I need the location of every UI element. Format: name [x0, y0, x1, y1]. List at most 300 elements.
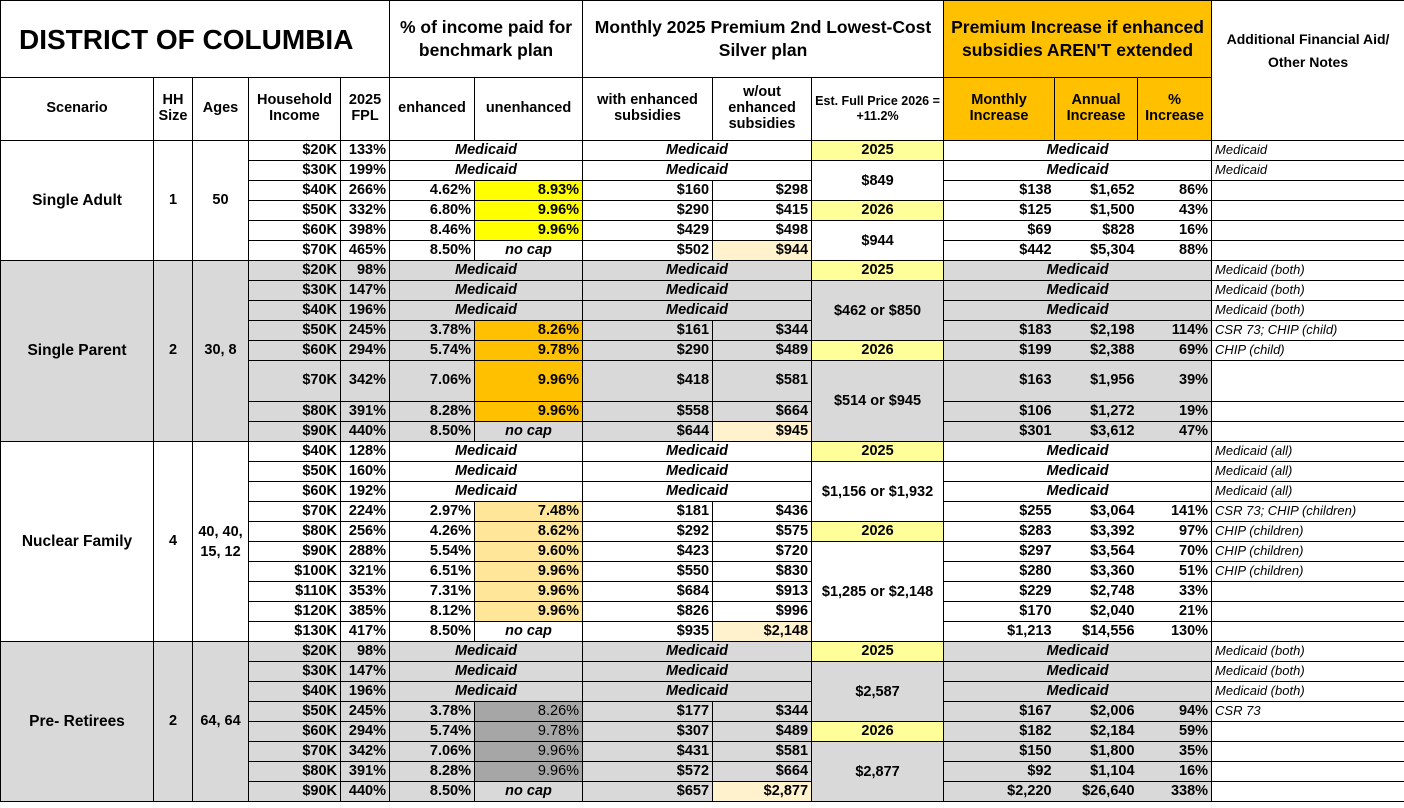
pct-increase: 88%	[1138, 241, 1212, 261]
monthly-increase: $283	[944, 522, 1055, 542]
pct-increase: 338%	[1138, 782, 1212, 802]
annual-increase: $1,104	[1055, 762, 1138, 782]
pct-increase: 69%	[1138, 341, 1212, 361]
ages: 30, 8	[193, 261, 249, 442]
fpl-cell: 160%	[341, 462, 390, 482]
annual-increase: $3,564	[1055, 542, 1138, 562]
unenhanced-pct: 9.78%	[475, 722, 583, 742]
medicaid-label: Medicaid	[390, 261, 583, 281]
with-subsidy: $423	[583, 542, 713, 562]
medicaid-label: Medicaid	[583, 682, 812, 702]
monthly-increase: $150	[944, 742, 1055, 762]
income-cell: $100K	[249, 562, 341, 582]
monthly-increase: $170	[944, 602, 1055, 622]
annual-increase: $3,612	[1055, 422, 1138, 442]
pct-increase: 86%	[1138, 181, 1212, 201]
medicaid-label: Medicaid	[390, 161, 583, 181]
enhanced-pct: 8.46%	[390, 221, 475, 241]
annual-increase: $1,500	[1055, 201, 1138, 221]
note-cell: Medicaid	[1212, 161, 1404, 181]
fpl-cell: 465%	[341, 241, 390, 261]
pct-increase: 16%	[1138, 221, 1212, 241]
year-2026-label: 2026	[812, 201, 944, 221]
without-subsidy: $664	[713, 402, 812, 422]
with-subsidy: $290	[583, 201, 713, 221]
full-price-2026: $1,285 or $2,148	[812, 542, 944, 642]
medicaid-label: Medicaid	[944, 662, 1212, 682]
with-subsidy: $177	[583, 702, 713, 722]
header-monthly-premium: Monthly 2025 Premium 2nd Lowest-Cost Silver plan	[583, 1, 944, 78]
note-cell	[1212, 742, 1404, 762]
group-single-parent	[1, 261, 1404, 442]
group-pre-retirees	[1, 642, 1404, 802]
monthly-increase: $106	[944, 402, 1055, 422]
annual-increase: $2,006	[1055, 702, 1138, 722]
income-cell: $50K	[249, 462, 341, 482]
income-cell: $20K	[249, 642, 341, 662]
fpl-cell: 266%	[341, 181, 390, 201]
with-subsidy: $307	[583, 722, 713, 742]
page-title: DISTRICT OF COLUMBIA	[1, 1, 390, 78]
income-cell: $40K	[249, 442, 341, 462]
with-subsidy: $558	[583, 402, 713, 422]
note-cell: Medicaid (all)	[1212, 482, 1404, 502]
fpl-cell: 440%	[341, 782, 390, 802]
without-subsidy: $945	[713, 422, 812, 442]
medicaid-label: Medicaid	[944, 642, 1212, 662]
medicaid-label: Medicaid	[583, 161, 812, 181]
fpl-cell: 288%	[341, 542, 390, 562]
annual-increase: $1,272	[1055, 402, 1138, 422]
fpl-cell: 147%	[341, 281, 390, 301]
with-subsidy: $290	[583, 341, 713, 361]
with-subsidy: $644	[583, 422, 713, 442]
pct-increase: 59%	[1138, 722, 1212, 742]
annual-increase: $2,748	[1055, 582, 1138, 602]
medicaid-label: Medicaid	[583, 141, 812, 161]
unenhanced-pct: no cap	[475, 782, 583, 802]
header-hh-size: HH Size	[154, 78, 193, 141]
header-fpl: 2025 FPL	[341, 78, 390, 141]
enhanced-pct: 8.50%	[390, 782, 475, 802]
unenhanced-pct: no cap	[475, 622, 583, 642]
with-subsidy: $160	[583, 181, 713, 201]
note-cell: CSR 73; CHIP (children)	[1212, 502, 1404, 522]
ages: 40, 40, 15, 12	[193, 442, 249, 642]
monthly-increase: $125	[944, 201, 1055, 221]
with-subsidy: $657	[583, 782, 713, 802]
medicaid-label: Medicaid	[390, 301, 583, 321]
fpl-cell: 342%	[341, 742, 390, 762]
hh-size: 4	[154, 442, 193, 642]
income-cell: $70K	[249, 361, 341, 402]
note-cell	[1212, 582, 1404, 602]
without-subsidy: $2,877	[713, 782, 812, 802]
unenhanced-pct: 9.96%	[475, 361, 583, 402]
medicaid-label: Medicaid	[944, 141, 1212, 161]
medicaid-label: Medicaid	[944, 442, 1212, 462]
income-cell: $40K	[249, 181, 341, 201]
pct-increase: 19%	[1138, 402, 1212, 422]
note-cell: Medicaid (both)	[1212, 261, 1404, 281]
fpl-cell: 256%	[341, 522, 390, 542]
year-2025-label: 2025	[812, 442, 944, 462]
unenhanced-pct: 9.78%	[475, 341, 583, 361]
income-cell: $30K	[249, 281, 341, 301]
unenhanced-pct: 9.96%	[475, 602, 583, 622]
unenhanced-pct: 9.96%	[475, 742, 583, 762]
unenhanced-pct: 9.96%	[475, 562, 583, 582]
unenhanced-pct: 9.60%	[475, 542, 583, 562]
pct-increase: 35%	[1138, 742, 1212, 762]
note-cell: CHIP (children)	[1212, 522, 1404, 542]
enhanced-pct: 8.28%	[390, 762, 475, 782]
income-cell: $50K	[249, 321, 341, 341]
without-subsidy: $415	[713, 201, 812, 221]
medicaid-label: Medicaid	[583, 281, 812, 301]
monthly-increase: $255	[944, 502, 1055, 522]
medicaid-label: Medicaid	[583, 662, 812, 682]
income-cell: $20K	[249, 141, 341, 161]
without-subsidy: $664	[713, 762, 812, 782]
annual-increase: $2,198	[1055, 321, 1138, 341]
note-cell: Medicaid	[1212, 141, 1404, 161]
year-2025-label: 2025	[812, 261, 944, 281]
enhanced-pct: 4.62%	[390, 181, 475, 201]
scenario-label: Single Adult	[1, 141, 154, 261]
with-subsidy: $935	[583, 622, 713, 642]
header-pct-increase: % Increase	[1138, 78, 1212, 141]
income-cell: $110K	[249, 582, 341, 602]
monthly-increase: $183	[944, 321, 1055, 341]
without-subsidy: $944	[713, 241, 812, 261]
enhanced-pct: 8.28%	[390, 402, 475, 422]
fpl-cell: 245%	[341, 321, 390, 341]
medicaid-label: Medicaid	[944, 161, 1212, 181]
note-cell: CHIP (children)	[1212, 542, 1404, 562]
note-cell: Medicaid (both)	[1212, 281, 1404, 301]
medicaid-label: Medicaid	[390, 442, 583, 462]
annual-increase: $1,800	[1055, 742, 1138, 762]
medicaid-label: Medicaid	[583, 442, 812, 462]
unenhanced-pct: 7.48%	[475, 502, 583, 522]
unenhanced-pct: 9.96%	[475, 762, 583, 782]
medicaid-label: Medicaid	[583, 261, 812, 281]
medicaid-label: Medicaid	[944, 261, 1212, 281]
header-notes: Additional Financial Aid/ Other Notes	[1212, 1, 1404, 141]
pct-increase: 130%	[1138, 622, 1212, 642]
header-household-income: Household Income	[249, 78, 341, 141]
fpl-cell: 417%	[341, 622, 390, 642]
income-cell: $80K	[249, 522, 341, 542]
note-cell	[1212, 221, 1404, 241]
unenhanced-pct: no cap	[475, 422, 583, 442]
medicaid-label: Medicaid	[390, 462, 583, 482]
note-cell	[1212, 722, 1404, 742]
enhanced-pct: 5.74%	[390, 722, 475, 742]
annual-increase: $2,388	[1055, 341, 1138, 361]
enhanced-pct: 8.50%	[390, 241, 475, 261]
unenhanced-pct: 9.96%	[475, 402, 583, 422]
medicaid-label: Medicaid	[944, 682, 1212, 702]
header-enhanced: enhanced	[390, 78, 475, 141]
full-price-2025: $849	[812, 161, 944, 201]
without-subsidy: $913	[713, 582, 812, 602]
pct-increase: 21%	[1138, 602, 1212, 622]
without-subsidy: $830	[713, 562, 812, 582]
note-cell: CSR 73; CHIP (child)	[1212, 321, 1404, 341]
monthly-increase: $163	[944, 361, 1055, 402]
pct-increase: 70%	[1138, 542, 1212, 562]
without-subsidy: $489	[713, 722, 812, 742]
full-price-2026: $944	[812, 221, 944, 261]
medicaid-label: Medicaid	[390, 682, 583, 702]
without-subsidy: $2,148	[713, 622, 812, 642]
note-cell	[1212, 782, 1404, 802]
fpl-cell: 245%	[341, 702, 390, 722]
annual-increase: $3,360	[1055, 562, 1138, 582]
unenhanced-pct: 8.93%	[475, 181, 583, 201]
income-cell: $70K	[249, 241, 341, 261]
medicaid-label: Medicaid	[944, 281, 1212, 301]
monthly-increase: $138	[944, 181, 1055, 201]
medicaid-label: Medicaid	[390, 482, 583, 502]
annual-increase: $5,304	[1055, 241, 1138, 261]
scenario-label: Pre- Retirees	[1, 642, 154, 802]
full-price-2026: $2,877	[812, 742, 944, 802]
annual-increase: $828	[1055, 221, 1138, 241]
without-subsidy: $344	[713, 321, 812, 341]
scenario-label: Single Parent	[1, 261, 154, 442]
note-cell	[1212, 762, 1404, 782]
income-cell: $70K	[249, 502, 341, 522]
annual-increase: $1,956	[1055, 361, 1138, 402]
income-cell: $30K	[249, 662, 341, 682]
with-subsidy: $431	[583, 742, 713, 762]
header-with-subsidies: with enhanced subsidies	[583, 78, 713, 141]
ages: 50	[193, 141, 249, 261]
fpl-cell: 98%	[341, 261, 390, 281]
with-subsidy: $550	[583, 562, 713, 582]
unenhanced-pct: 9.96%	[475, 221, 583, 241]
pct-increase: 97%	[1138, 522, 1212, 542]
scenario-label: Nuclear Family	[1, 442, 154, 642]
enhanced-pct: 5.74%	[390, 341, 475, 361]
pct-increase: 16%	[1138, 762, 1212, 782]
enhanced-pct: 4.26%	[390, 522, 475, 542]
enhanced-pct: 6.51%	[390, 562, 475, 582]
year-2025-label: 2025	[812, 642, 944, 662]
hh-size: 1	[154, 141, 193, 261]
income-cell: $40K	[249, 301, 341, 321]
header-unenhanced: unenhanced	[475, 78, 583, 141]
enhanced-pct: 8.50%	[390, 622, 475, 642]
with-subsidy: $684	[583, 582, 713, 602]
pct-increase: 141%	[1138, 502, 1212, 522]
income-cell: $120K	[249, 602, 341, 622]
income-cell: $90K	[249, 422, 341, 442]
note-cell: CSR 73	[1212, 702, 1404, 722]
full-price-2025: $462 or $850	[812, 281, 944, 341]
medicaid-label: Medicaid	[390, 642, 583, 662]
monthly-increase: $1,213	[944, 622, 1055, 642]
enhanced-pct: 8.50%	[390, 422, 475, 442]
note-cell: Medicaid (both)	[1212, 662, 1404, 682]
medicaid-label: Medicaid	[583, 642, 812, 662]
income-cell: $60K	[249, 482, 341, 502]
fpl-cell: 398%	[341, 221, 390, 241]
medicaid-label: Medicaid	[390, 141, 583, 161]
medicaid-label: Medicaid	[390, 281, 583, 301]
header-pct-income: % of income paid for benchmark plan	[390, 1, 583, 78]
note-cell	[1212, 181, 1404, 201]
monthly-increase: $442	[944, 241, 1055, 261]
note-cell	[1212, 602, 1404, 622]
pct-increase: 94%	[1138, 702, 1212, 722]
fpl-cell: 196%	[341, 682, 390, 702]
annual-increase: $2,040	[1055, 602, 1138, 622]
without-subsidy: $720	[713, 542, 812, 562]
medicaid-label: Medicaid	[944, 462, 1212, 482]
annual-increase: $14,556	[1055, 622, 1138, 642]
header-full-price: Est. Full Price 2026 = +11.2%	[812, 78, 944, 141]
medicaid-label: Medicaid	[944, 482, 1212, 502]
annual-increase: $1,652	[1055, 181, 1138, 201]
fpl-cell: 391%	[341, 762, 390, 782]
note-cell	[1212, 241, 1404, 261]
fpl-cell: 128%	[341, 442, 390, 462]
enhanced-pct: 5.54%	[390, 542, 475, 562]
enhanced-pct: 2.97%	[390, 502, 475, 522]
fpl-cell: 385%	[341, 602, 390, 622]
group-single-adult	[1, 141, 1404, 261]
without-subsidy: $581	[713, 361, 812, 402]
enhanced-pct: 6.80%	[390, 201, 475, 221]
without-subsidy: $298	[713, 181, 812, 201]
unenhanced-pct: 8.26%	[475, 702, 583, 722]
monthly-increase: $199	[944, 341, 1055, 361]
with-subsidy: $292	[583, 522, 713, 542]
enhanced-pct: 7.06%	[390, 742, 475, 762]
income-cell: $20K	[249, 261, 341, 281]
annual-increase: $26,640	[1055, 782, 1138, 802]
year-2026-label: 2026	[812, 722, 944, 742]
monthly-increase: $229	[944, 582, 1055, 602]
header-ages: Ages	[193, 78, 249, 141]
fpl-cell: 294%	[341, 722, 390, 742]
income-cell: $40K	[249, 682, 341, 702]
full-price-2025: $1,156 or $1,932	[812, 462, 944, 522]
ages: 64, 64	[193, 642, 249, 802]
monthly-increase: $301	[944, 422, 1055, 442]
medicaid-label: Medicaid	[583, 301, 812, 321]
year-2026-label: 2026	[812, 341, 944, 361]
monthly-increase: $297	[944, 542, 1055, 562]
with-subsidy: $572	[583, 762, 713, 782]
header-annual-increase: Annual Increase	[1055, 78, 1138, 141]
with-subsidy: $418	[583, 361, 713, 402]
header-without-subsidies: w/out enhanced subsidies	[713, 78, 812, 141]
with-subsidy: $181	[583, 502, 713, 522]
monthly-increase: $280	[944, 562, 1055, 582]
fpl-cell: 391%	[341, 402, 390, 422]
fpl-cell: 98%	[341, 642, 390, 662]
monthly-increase: $2,220	[944, 782, 1055, 802]
income-cell: $130K	[249, 622, 341, 642]
fpl-cell: 196%	[341, 301, 390, 321]
year-2026-label: 2026	[812, 522, 944, 542]
income-cell: $80K	[249, 402, 341, 422]
hh-size: 2	[154, 642, 193, 802]
enhanced-pct: 7.31%	[390, 582, 475, 602]
enhanced-pct: 3.78%	[390, 702, 475, 722]
pct-increase: 47%	[1138, 422, 1212, 442]
without-subsidy: $498	[713, 221, 812, 241]
without-subsidy: $996	[713, 602, 812, 622]
unenhanced-pct: no cap	[475, 241, 583, 261]
income-cell: $60K	[249, 221, 341, 241]
fpl-cell: 294%	[341, 341, 390, 361]
note-cell: CHIP (child)	[1212, 341, 1404, 361]
with-subsidy: $826	[583, 602, 713, 622]
note-cell: Medicaid (both)	[1212, 682, 1404, 702]
without-subsidy: $344	[713, 702, 812, 722]
income-cell: $90K	[249, 782, 341, 802]
fpl-cell: 224%	[341, 502, 390, 522]
enhanced-pct: 3.78%	[390, 321, 475, 341]
header-monthly-increase: Monthly Increase	[944, 78, 1055, 141]
note-cell	[1212, 361, 1404, 402]
monthly-increase: $69	[944, 221, 1055, 241]
annual-increase: $2,184	[1055, 722, 1138, 742]
pct-increase: 39%	[1138, 361, 1212, 402]
pct-increase: 114%	[1138, 321, 1212, 341]
monthly-increase: $182	[944, 722, 1055, 742]
income-cell: $90K	[249, 542, 341, 562]
income-cell: $50K	[249, 201, 341, 221]
income-cell: $60K	[249, 341, 341, 361]
enhanced-pct: 7.06%	[390, 361, 475, 402]
note-cell: CHIP (children)	[1212, 562, 1404, 582]
full-price-2025: $2,587	[812, 662, 944, 722]
with-subsidy: $429	[583, 221, 713, 241]
monthly-increase: $167	[944, 702, 1055, 722]
without-subsidy: $436	[713, 502, 812, 522]
enhanced-pct: 8.12%	[390, 602, 475, 622]
fpl-cell: 440%	[341, 422, 390, 442]
monthly-increase: $92	[944, 762, 1055, 782]
note-cell: Medicaid (both)	[1212, 301, 1404, 321]
without-subsidy: $581	[713, 742, 812, 762]
annual-increase: $3,392	[1055, 522, 1138, 542]
income-cell: $60K	[249, 722, 341, 742]
note-cell	[1212, 622, 1404, 642]
income-cell: $80K	[249, 762, 341, 782]
income-cell: $50K	[249, 702, 341, 722]
note-cell: Medicaid (both)	[1212, 642, 1404, 662]
fpl-cell: 353%	[341, 582, 390, 602]
with-subsidy: $161	[583, 321, 713, 341]
without-subsidy: $489	[713, 341, 812, 361]
unenhanced-pct: 8.26%	[475, 321, 583, 341]
without-subsidy: $575	[713, 522, 812, 542]
group-nuclear-family	[1, 442, 1404, 642]
fpl-cell: 321%	[341, 562, 390, 582]
year-2025-label: 2025	[812, 141, 944, 161]
fpl-cell: 147%	[341, 662, 390, 682]
fpl-cell: 342%	[341, 361, 390, 402]
pct-increase: 43%	[1138, 201, 1212, 221]
